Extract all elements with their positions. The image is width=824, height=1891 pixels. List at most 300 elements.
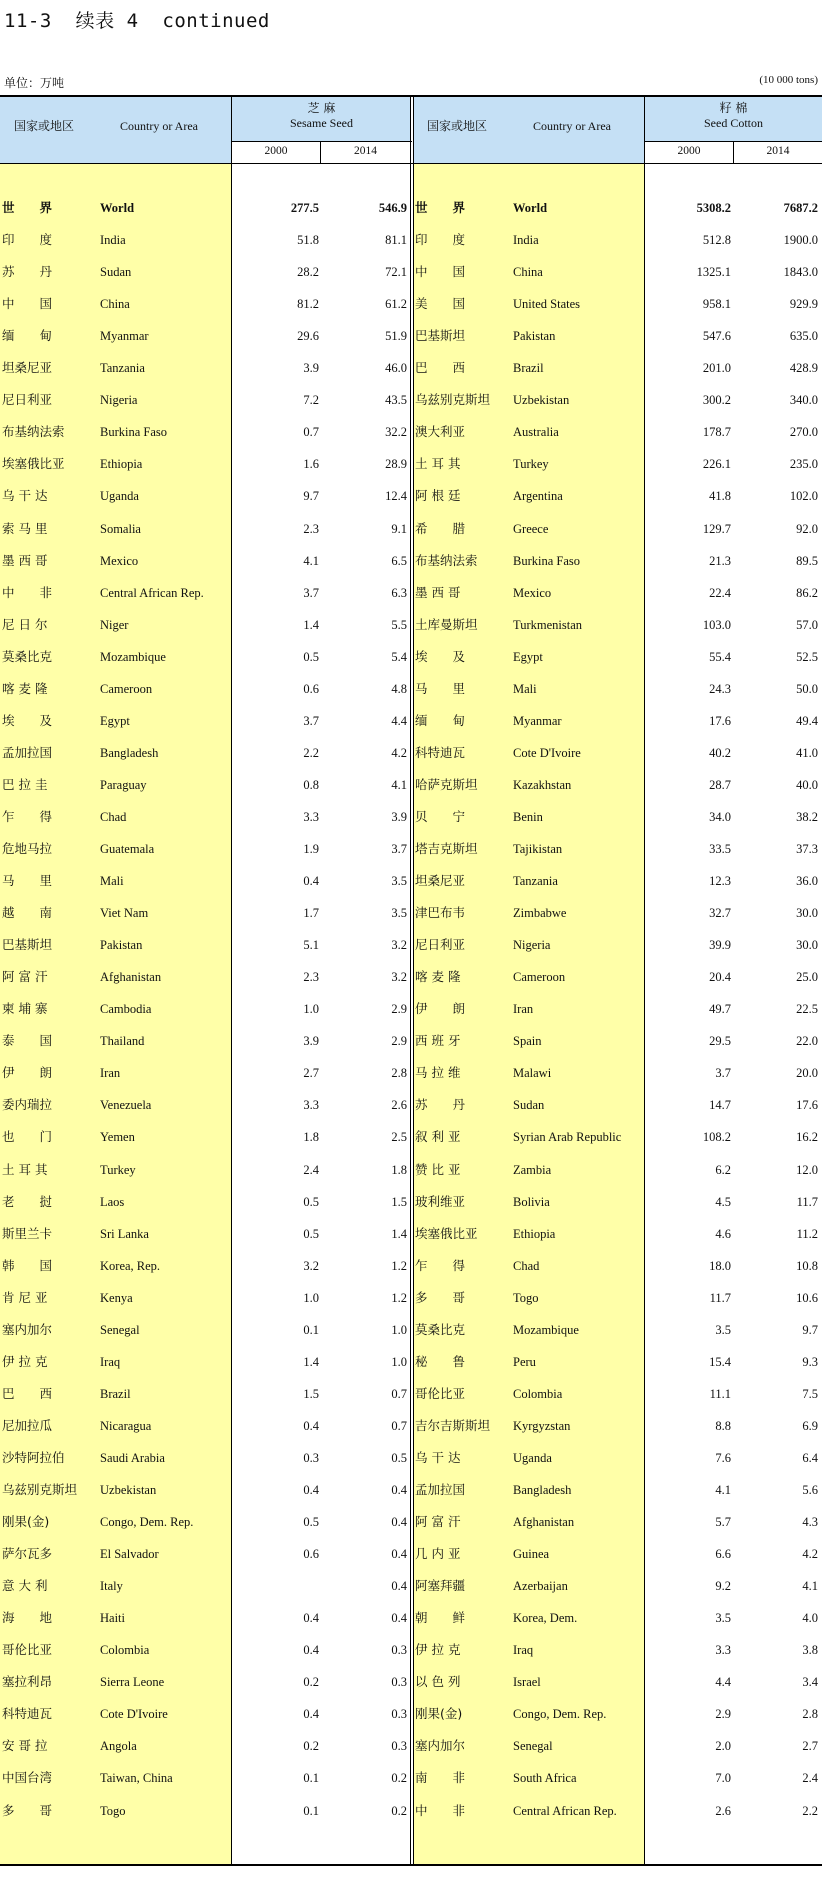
left-country-name-en: Bangladesh	[100, 745, 159, 760]
right-value-2000: 201.0	[702, 361, 731, 376]
right-country-name-en: World	[513, 201, 548, 215]
left-country-name-en: Cameroon	[100, 681, 153, 696]
right-country-name-en: Turkey	[513, 457, 549, 472]
left-country-name-cn: 乌兹别克斯坦	[2, 1482, 78, 1497]
right-country-name-en: Burkina Faso	[513, 553, 581, 568]
left-value-2000: 3.9	[303, 1034, 319, 1049]
right-country-name-en: Azerbaijan	[513, 1579, 568, 1594]
right-value-2000: 28.7	[709, 777, 731, 792]
right-value-2014: 10.8	[796, 1258, 818, 1273]
table-row	[0, 1288, 822, 1308]
right-value-2014: 86.2	[796, 585, 818, 600]
left-value-2014: 1.8	[391, 1162, 407, 1177]
table-row	[0, 999, 822, 1019]
right-country-name-cn: 津巴布韦	[415, 905, 466, 921]
table-bottom-rule	[0, 1864, 822, 1866]
left-country-name-cn: 韩 国	[2, 1257, 53, 1273]
left-value-2014: 546.9	[378, 201, 407, 215]
table-row	[0, 1256, 822, 1276]
left-country-name-cn: 多 哥	[2, 1802, 53, 1818]
table-row	[0, 390, 822, 410]
right-country-name-en: Tanzania	[513, 874, 558, 889]
right-country-name-cn: 缅 甸	[415, 712, 466, 728]
right-value-2000: 3.3	[715, 1643, 731, 1658]
right-value-2014: 25.0	[796, 970, 818, 985]
left-value-2014: 4.8	[391, 681, 407, 696]
left-value-2014: 1.0	[391, 1354, 407, 1369]
right-value-2000: 103.0	[702, 617, 731, 632]
left-value-2000: 2.2	[303, 745, 319, 760]
left-country-name-cn: 危地马拉	[2, 841, 53, 856]
left-value-2000: 0.6	[303, 681, 319, 696]
left-value-2014: 0.7	[391, 1418, 407, 1433]
left-value-2000: 29.6	[297, 329, 319, 344]
right-country-name-en: Mexico	[513, 585, 552, 600]
left-country-name-en: Guatemala	[100, 842, 155, 856]
right-country-name-en: Uzbekistan	[513, 393, 570, 408]
left-country-name-cn: 尼 日 尔	[2, 616, 48, 632]
unit-label-en: (10 000 tons)	[759, 74, 818, 86]
left-value-2000: 0.1	[303, 1771, 319, 1786]
left-value-2014: 2.9	[391, 1002, 407, 1017]
left-value-2014: 2.5	[391, 1130, 407, 1145]
year-row-top-rule	[232, 141, 412, 142]
left-value-2000: 0.4	[303, 1643, 319, 1658]
left-country-name-cn: 索 马 里	[2, 520, 48, 536]
right-value-2014: 40.0	[796, 777, 818, 792]
right-country-name-cn: 布基纳法索	[415, 552, 478, 568]
left-country-name-en: Colombia	[100, 1643, 150, 1658]
table-row	[0, 1544, 822, 1564]
right-value-2000: 15.4	[709, 1354, 731, 1369]
page-title: 11-3 续表 4 continued	[4, 10, 270, 32]
right-country-name-cn: 朝 鲜	[415, 1610, 466, 1626]
right-country-name-cn: 马 里	[415, 680, 466, 696]
table-row	[0, 422, 822, 442]
left-year-2014: 2014	[354, 145, 377, 157]
right-country-name-cn: 印 度	[415, 232, 466, 248]
table-row	[0, 262, 822, 282]
right-country-name-en: Korea, Dem.	[513, 1611, 578, 1626]
left-value-2014: 1.2	[391, 1258, 407, 1273]
left-value-2000: 0.8	[303, 777, 319, 792]
left-country-name-cn: 肯 尼 亚	[2, 1289, 48, 1305]
left-country-name-en: Mali	[100, 874, 124, 889]
left-value-2014: 81.1	[385, 233, 407, 248]
left-value-2014: 43.5	[385, 393, 407, 408]
table-row	[0, 647, 822, 667]
left-value-2000: 2.7	[303, 1066, 319, 1081]
left-country-name-cn: 乌 干 达	[2, 488, 48, 504]
right-country-name-en: Australia	[513, 425, 559, 440]
left-country-name-cn: 也 门	[2, 1129, 53, 1145]
left-country-name-en: Iraq	[100, 1354, 121, 1369]
table-row	[0, 519, 822, 539]
left-value-2014: 3.7	[391, 842, 407, 856]
left-value-2000: 5.1	[303, 938, 319, 953]
right-country-name-cn: 澳大利亚	[415, 424, 466, 440]
right-value-2000: 39.9	[709, 938, 731, 953]
left-country-name-cn: 中 非	[2, 584, 53, 600]
right-value-2000: 12.3	[709, 874, 731, 889]
table-row	[0, 1801, 822, 1821]
table-row	[0, 1031, 822, 1051]
right-country-name-en: Peru	[513, 1354, 536, 1369]
left-country-name-cn: 埃塞俄比亚	[2, 456, 65, 472]
right-value-2014: 7.5	[802, 1386, 818, 1401]
left-value-2000: 1.7	[303, 906, 319, 921]
right-country-name-en: Iran	[513, 1002, 534, 1017]
right-value-2014: 36.0	[796, 874, 818, 889]
right-country-name-en: Kyrgyzstan	[513, 1418, 571, 1433]
left-value-2000: 3.3	[303, 809, 319, 824]
left-value-2000: 1.9	[303, 842, 319, 856]
left-product-en: Sesame Seed	[290, 116, 353, 130]
right-country-name-cn: 阿 富 汗	[415, 1514, 461, 1530]
left-country-name-en: Sri Lanka	[100, 1226, 149, 1241]
right-country-name-cn: 赞 比 亚	[415, 1161, 461, 1177]
right-country-name-en: Zambia	[513, 1162, 552, 1177]
left-country-name-cn: 莫桑比克	[2, 648, 53, 664]
left-country-name-en: Ethiopia	[100, 457, 143, 472]
right-value-2000: 3.7	[715, 1066, 731, 1081]
left-country-name-cn: 缅 甸	[2, 328, 53, 344]
right-value-2014: 49.4	[796, 713, 818, 728]
right-value-2014: 2.2	[802, 1803, 818, 1818]
right-country-name-en: Senegal	[513, 1739, 553, 1754]
right-country-header-en: Country or Area	[533, 119, 611, 133]
left-country-name-en: Angola	[100, 1739, 137, 1754]
left-value-2014: 4.1	[391, 777, 407, 792]
left-value-2000: 0.2	[303, 1675, 319, 1690]
right-country-name-cn: 马 拉 维	[415, 1065, 461, 1081]
left-country-name-en: Congo, Dem. Rep.	[100, 1515, 194, 1530]
left-country-name-cn: 阿 富 汗	[2, 969, 48, 985]
left-product-cn: 芝 麻	[307, 101, 336, 115]
right-country-name-en: Brazil	[513, 361, 544, 376]
right-value-2000: 11.7	[709, 1290, 731, 1305]
right-value-2000: 3.5	[715, 1611, 731, 1626]
right-country-name-en: Sudan	[513, 1098, 545, 1113]
left-country-name-en: Venezuela	[100, 1098, 152, 1113]
table-row	[0, 1704, 822, 1724]
left-value-2000: 3.7	[303, 585, 319, 600]
table-row	[0, 454, 822, 474]
left-value-2014: 1.0	[391, 1322, 407, 1337]
left-value-2000: 2.3	[303, 521, 319, 536]
right-value-2014: 235.0	[789, 457, 818, 472]
right-value-2014: 4.2	[802, 1547, 818, 1562]
right-value-2000: 300.2	[702, 393, 731, 408]
left-value-2000: 0.4	[303, 874, 319, 889]
left-country-name-cn: 巴基斯坦	[2, 937, 53, 953]
left-country-name-cn: 喀 麦 隆	[2, 680, 48, 696]
right-country-name-cn: 西 班 牙	[415, 1033, 461, 1049]
table-row	[0, 903, 822, 923]
left-value-2014: 46.0	[385, 361, 407, 376]
right-country-name-cn: 塞内加尔	[415, 1738, 466, 1754]
right-value-2000: 7.0	[715, 1771, 731, 1786]
left-country-header-en: Country or Area	[120, 119, 198, 133]
table-row	[0, 935, 822, 955]
right-country-name-cn: 埃 及	[415, 648, 466, 664]
left-value-2014: 0.2	[391, 1803, 407, 1818]
left-country-name-cn: 乍 得	[2, 808, 53, 824]
right-country-name-en: Bangladesh	[513, 1483, 572, 1497]
right-country-name-cn: 哥伦比亚	[415, 1385, 466, 1401]
table-row	[0, 1512, 822, 1532]
left-country-name-en: Haiti	[100, 1611, 125, 1626]
left-value-2000: 0.1	[303, 1322, 319, 1337]
table-row	[0, 839, 822, 859]
right-country-name-en: United States	[513, 297, 581, 312]
left-country-name-en: Afghanistan	[100, 970, 162, 985]
left-country-name-cn: 哥伦比亚	[2, 1642, 53, 1658]
right-country-name-cn: 贝 宁	[415, 808, 466, 824]
left-value-2014: 0.4	[391, 1515, 407, 1530]
left-value-2014: 28.9	[385, 457, 407, 472]
right-country-name-cn: 土 耳 其	[415, 456, 461, 472]
left-value-2014: 6.5	[391, 553, 407, 568]
left-country-name-cn: 孟加拉国	[2, 744, 53, 760]
right-value-2014: 50.0	[796, 681, 818, 696]
left-country-name-en: Laos	[100, 1194, 125, 1209]
left-value-2000: 81.2	[297, 297, 319, 312]
table-row	[0, 743, 822, 763]
right-value-2000: 34.0	[709, 809, 731, 824]
left-value-2014: 1.4	[391, 1226, 407, 1241]
table-row	[0, 1608, 822, 1628]
right-value-2014: 270.0	[789, 425, 818, 440]
left-country-name-cn: 坦桑尼亚	[2, 360, 53, 376]
right-value-2014: 22.0	[796, 1034, 818, 1049]
left-country-name-cn: 越 南	[2, 905, 53, 921]
right-country-name-cn: 科特迪瓦	[415, 744, 466, 760]
right-value-2014: 30.0	[796, 938, 818, 953]
right-value-2000: 7.6	[715, 1450, 731, 1465]
left-year-2000: 2000	[264, 145, 288, 157]
right-value-2014: 102.0	[789, 489, 818, 504]
right-value-2000: 2.6	[715, 1803, 731, 1818]
right-value-2000: 40.2	[709, 745, 731, 760]
left-value-2000: 277.5	[290, 201, 319, 215]
table-row	[0, 1576, 822, 1596]
left-value-2014: 0.3	[391, 1739, 407, 1754]
right-value-2014: 52.5	[796, 649, 818, 664]
table-row	[0, 1192, 822, 1212]
left-country-name-cn: 世 界	[2, 200, 53, 215]
left-value-2000: 0.5	[303, 1226, 319, 1241]
left-country-name-en: Chad	[100, 809, 127, 824]
left-value-2000: 0.4	[303, 1611, 319, 1626]
table-row	[0, 326, 822, 346]
right-country-name-en: Kazakhstan	[513, 777, 572, 792]
right-value-2000: 41.8	[709, 489, 731, 504]
right-country-name-en: Zimbabwe	[513, 906, 567, 921]
right-value-2000: 24.3	[709, 681, 731, 696]
right-country-name-en: Egypt	[513, 649, 543, 664]
left-value-2000: 3.9	[303, 361, 319, 376]
right-country-name-en: Cameroon	[513, 970, 566, 985]
right-country-name-cn: 孟加拉国	[415, 1482, 466, 1497]
left-value-2014: 61.2	[385, 297, 407, 312]
right-value-2000: 21.3	[709, 553, 731, 568]
table-row	[0, 1320, 822, 1340]
table-row	[0, 711, 822, 731]
right-country-name-en: Malawi	[513, 1066, 552, 1081]
right-country-name-cn: 美 国	[415, 296, 466, 312]
left-country-name-cn: 土 耳 其	[2, 1161, 48, 1177]
left-country-name-en: Mozambique	[100, 649, 166, 664]
table-row	[0, 358, 822, 378]
left-value-2000: 28.2	[297, 265, 319, 280]
left-country-name-en: Korea, Rep.	[100, 1258, 161, 1273]
left-value-2000: 0.4	[303, 1483, 319, 1497]
left-country-name-cn: 伊 朗	[2, 1065, 53, 1081]
table-row	[0, 1127, 822, 1147]
right-country-name-en: Uganda	[513, 1450, 552, 1465]
right-country-name-en: Nigeria	[513, 938, 551, 953]
left-value-2000: 0.5	[303, 1194, 319, 1209]
right-country-name-en: Ethiopia	[513, 1226, 556, 1241]
left-value-2014: 0.7	[391, 1386, 407, 1401]
left-value-2000: 0.2	[303, 1739, 319, 1754]
right-value-2014: 9.7	[802, 1322, 818, 1337]
left-value-2014: 4.4	[391, 713, 407, 728]
right-value-2000: 2.0	[715, 1739, 731, 1754]
right-value-2014: 30.0	[796, 906, 818, 921]
left-value-2000: 3.2	[303, 1258, 319, 1273]
right-value-2000: 3.5	[715, 1322, 731, 1337]
left-country-name-en: Togo	[100, 1803, 126, 1818]
left-value-2014: 0.4	[391, 1483, 407, 1497]
left-country-name-en: Uzbekistan	[100, 1483, 157, 1497]
right-value-2014: 1843.0	[783, 265, 818, 280]
left-country-name-en: Mexico	[100, 553, 139, 568]
table-row	[0, 679, 822, 699]
right-country-name-cn: 乍 得	[415, 1257, 466, 1273]
right-country-name-cn: 阿 根 廷	[415, 488, 461, 504]
right-value-2014: 1900.0	[783, 233, 818, 248]
right-value-2000: 108.2	[702, 1130, 731, 1145]
right-value-2014: 38.2	[796, 809, 818, 824]
left-country-name-en: China	[100, 297, 130, 312]
left-country-name-cn: 苏 丹	[2, 264, 53, 280]
right-value-2000: 226.1	[702, 457, 731, 472]
right-country-name-en: Israel	[513, 1675, 541, 1690]
left-country-name-cn: 老 挝	[2, 1193, 53, 1209]
right-country-name-cn: 伊 拉 克	[415, 1642, 461, 1658]
right-country-name-cn: 苏 丹	[415, 1097, 466, 1113]
right-country-name-cn: 刚果(金)	[415, 1706, 463, 1722]
right-country-name-cn: 乌 干 达	[415, 1449, 461, 1465]
left-value-2014: 2.8	[391, 1066, 407, 1081]
left-value-2014: 0.5	[391, 1450, 407, 1465]
left-value-2000: 0.5	[303, 1515, 319, 1530]
right-value-2000: 17.6	[709, 713, 731, 728]
left-value-2000: 0.4	[303, 1418, 319, 1433]
right-value-2014: 92.0	[796, 521, 818, 536]
right-value-2014: 12.0	[796, 1162, 818, 1177]
right-value-2000: 4.6	[715, 1226, 731, 1241]
left-country-name-en: Sierra Leone	[100, 1675, 165, 1690]
table-row	[0, 1736, 822, 1756]
left-value-2000: 1.4	[303, 1354, 319, 1369]
right-country-name-cn: 坦桑尼亚	[415, 873, 466, 889]
left-country-name-en: Niger	[100, 617, 129, 632]
right-product-header	[645, 101, 822, 131]
left-country-name-en: Iran	[100, 1066, 121, 1081]
right-value-2014: 41.0	[796, 745, 818, 760]
left-value-2014: 0.4	[391, 1579, 407, 1594]
table-row	[0, 1095, 822, 1115]
left-value-2000: 0.7	[303, 425, 319, 440]
left-country-name-cn: 埃 及	[2, 712, 53, 728]
right-value-2000: 178.7	[702, 425, 731, 440]
left-country-name-cn: 墨 西 哥	[2, 552, 48, 568]
left-country-header-cn: 国家或地区	[14, 119, 75, 133]
right-value-2000: 129.7	[702, 521, 731, 536]
right-year-2000: 2000	[677, 145, 701, 157]
left-country-name-cn: 尼日利亚	[2, 392, 53, 408]
left-value-2014: 12.4	[385, 489, 407, 504]
right-product-cn: 籽 棉	[719, 101, 748, 115]
table-row	[0, 1063, 822, 1083]
right-country-name-en: Chad	[513, 1258, 540, 1273]
right-value-2000: 18.0	[709, 1258, 731, 1273]
left-value-2000: 0.3	[303, 1450, 319, 1465]
right-value-2000: 5308.2	[696, 201, 731, 215]
left-value-2014: 1.2	[391, 1290, 407, 1305]
left-country-name-cn: 海 地	[2, 1610, 53, 1626]
table-row	[0, 551, 822, 571]
left-value-2014: 0.2	[391, 1771, 407, 1786]
right-country-name-cn: 哈萨克斯坦	[415, 776, 478, 792]
left-country-name-en: Senegal	[100, 1322, 140, 1337]
left-country-name-en: Egypt	[100, 713, 130, 728]
right-value-2000: 8.8	[715, 1418, 731, 1433]
left-country-name-en: Pakistan	[100, 938, 143, 953]
right-value-2014: 7687.2	[783, 201, 818, 215]
right-country-name-en: Syrian Arab Republic	[513, 1130, 622, 1145]
right-value-2014: 3.8	[802, 1643, 818, 1658]
right-country-name-en: Colombia	[513, 1386, 563, 1401]
right-value-2000: 4.4	[715, 1675, 731, 1690]
right-country-name-en: Greece	[513, 521, 549, 536]
right-value-2014: 340.0	[789, 393, 818, 408]
left-product-header	[232, 101, 411, 131]
table-top-rule	[0, 95, 822, 97]
left-value-2014: 2.6	[391, 1098, 407, 1113]
right-country-name-cn: 几 内 亚	[415, 1546, 461, 1562]
left-country-name-cn: 科特迪瓦	[2, 1706, 53, 1722]
right-country-name-en: China	[513, 265, 543, 280]
left-country-name-en: India	[100, 233, 126, 248]
right-country-name-en: Central African Rep.	[513, 1803, 617, 1818]
right-value-2014: 5.6	[802, 1483, 818, 1497]
right-value-2014: 17.6	[796, 1098, 818, 1113]
right-country-name-en: Myanmar	[513, 713, 562, 728]
right-value-2000: 5.7	[715, 1515, 731, 1530]
right-country-name-cn: 墨 西 哥	[415, 584, 461, 600]
left-value-2014: 1.5	[391, 1194, 407, 1209]
left-value-2000: 7.2	[303, 393, 319, 408]
right-value-2000: 1325.1	[696, 265, 731, 280]
right-value-2014: 6.4	[802, 1450, 818, 1465]
left-country-name-cn: 伊 拉 克	[2, 1353, 48, 1369]
data-table	[0, 95, 822, 1865]
left-value-2014: 3.5	[391, 874, 407, 889]
